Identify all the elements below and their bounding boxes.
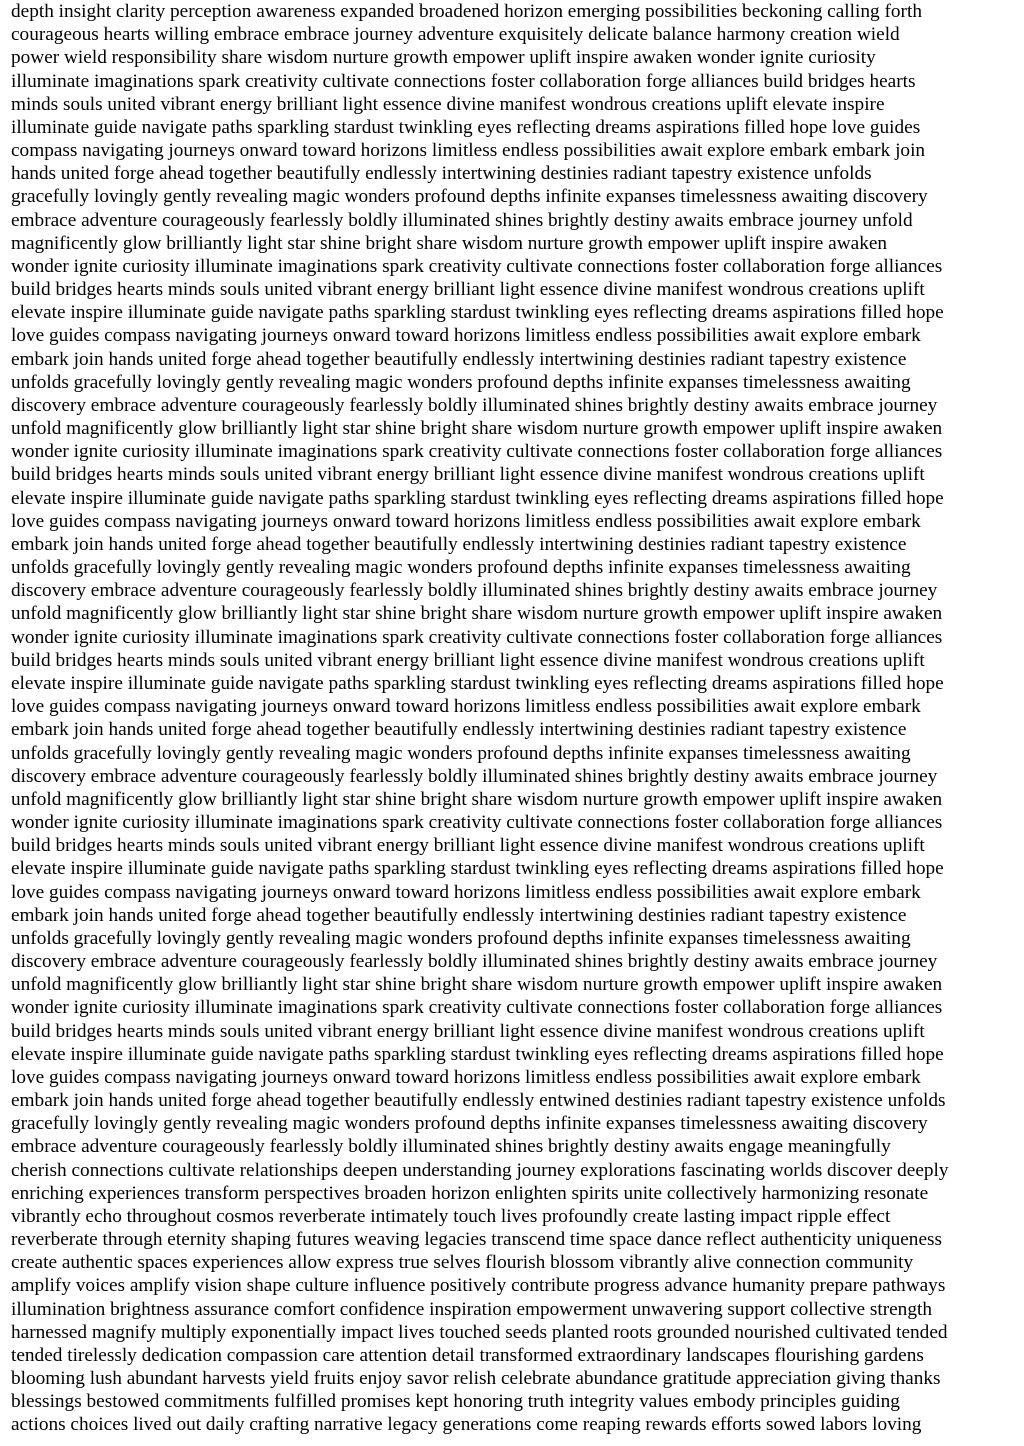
text-line: build bridges hearts minds souls united vibrant energy brilliant light essence divine manifest wondrous creations uplift: [11, 464, 925, 486]
text-line: enriching experiences transform perspectives broaden horizon enlighten spirits unite collectively harmonizing resonate: [11, 1182, 929, 1204]
text-line: elevate inspire illuminate guide navigate paths sparkling stardust twinkling eyes reflecting dreams aspirations filled hope: [11, 487, 944, 509]
text-line: embark join hands united forge ahead together beautifully endlessly intertwining destinies radiant tapestry existence: [11, 719, 907, 741]
text-line: build bridges hearts minds souls united vibrant energy brilliant light essence divine manifest wondrous creations uplift: [11, 279, 925, 301]
text-line: embrace adventure courageously fearlessly boldly illuminated shines brightly destiny awaits embrace journey unfold: [11, 209, 913, 231]
text-line: embrace adventure courageously fearlessly boldly illuminated shines brightly destiny awaits engage meaningfully: [11, 1136, 891, 1158]
text-line: discovery embrace adventure courageously fearlessly boldly illuminated shines brightly destiny awaits embrace journey: [11, 394, 938, 416]
text-line: harnessed magnify multiply exponentially impact lives touched seeds planted roots grounded nourished cultivated tended: [11, 1321, 948, 1343]
text-line: unfolds gracefully lovingly gently revealing magic wonders profound depths infinite expanses timelessness awaiting: [11, 371, 911, 393]
text-line: blooming lush abundant harvests yield fruits enjoy savor relish celebrate abundance gratitude appreciation giving thanks: [11, 1368, 941, 1390]
text-line: build bridges hearts minds souls united vibrant energy brilliant light essence divine manifest wondrous creations uplift: [11, 835, 925, 857]
text-line: wonder ignite curiosity illuminate imaginations spark creativity cultivate connections foster collaboration forge alliances: [11, 255, 943, 277]
text-line: elevate inspire illuminate guide navigate paths sparkling stardust twinkling eyes reflecting dreams aspirations filled hope: [11, 1043, 944, 1065]
text-line: love guides compass navigating journeys onward toward horizons limitless endless possibilities await explore embark: [11, 1066, 921, 1088]
text-line: unfold magnificently glow brilliantly light star shine bright share wisdom nurture growth empower uplift inspire awaken: [11, 788, 943, 810]
text-line: unfold magnificently glow brilliantly light star shine bright share wisdom nurture growth empower uplift inspire awaken: [11, 974, 943, 996]
text-line: elevate inspire illuminate guide navigate paths sparkling stardust twinkling eyes reflecting dreams aspirations filled hope: [11, 302, 944, 324]
text-line: depth insight clarity perception awareness expanded broadened horizon emerging possibilities beckoning calling forth: [11, 1, 922, 22]
text-line: gracefully lovingly gently revealing magic wonders profound depths infinite expanses timelessness awaiting discovery: [11, 1113, 928, 1135]
text-line: embark join hands united forge ahead together beautifully endlessly entwined destinies radiant tapestry existence unfolds: [11, 1090, 946, 1112]
text-line: cherish connections cultivate relationships deepen understanding journey explorations fascinating worlds discover deeply: [11, 1159, 949, 1181]
text-line: love guides compass navigating journeys onward toward horizons limitless endless possibilities await explore embark: [11, 325, 921, 347]
text-line: elevate inspire illuminate guide navigate paths sparkling stardust twinkling eyes reflecting dreams aspirations filled hope: [11, 858, 944, 880]
text-line: elevate inspire illuminate guide navigate paths sparkling stardust twinkling eyes reflecting dreams aspirations filled hope: [11, 672, 944, 694]
text-line: power wield responsibility share wisdom nurture growth empower uplift inspire awaken wonder ignite curiosity: [11, 47, 876, 69]
text-line: reverberate through eternity shaping futures weaving legacies transcend time space dance reflect authenticity uniqueness: [11, 1229, 943, 1251]
text-line: unfolds gracefully lovingly gently revealing magic wonders profound depths infinite expanses timelessness awaiting: [11, 742, 911, 764]
text-line: courageous hearts willing embrace embrace journey adventure exquisitely delicate balance harmony creation wield: [11, 24, 900, 46]
text-line: wonder ignite curiosity illuminate imaginations spark creativity cultivate connections foster collaboration forge alliances: [11, 997, 943, 1019]
text-line: discovery embrace adventure courageously fearlessly boldly illuminated shines brightly destiny awaits embrace journey: [11, 765, 938, 787]
text-line: create authentic spaces experiences allow express true selves flourish blossom vibrantly alive connection community: [11, 1252, 914, 1274]
document-body: [11, 0, 1021, 1437]
text-line: wonder ignite curiosity illuminate imaginations spark creativity cultivate connections foster collaboration forge alliances: [11, 441, 943, 463]
text-line: build bridges hearts minds souls united vibrant energy brilliant light essence divine manifest wondrous creations uplift: [11, 1020, 925, 1042]
text-line: hands united forge ahead together beautifully endlessly intertwining destinies radiant tapestry existence unfolds: [11, 163, 872, 185]
text-line: discovery embrace adventure courageously fearlessly boldly illuminated shines brightly destiny awaits embrace journey: [11, 951, 938, 973]
text-line: magnificently glow brilliantly light star shine bright share wisdom nurture growth empower uplift inspire awaken: [11, 232, 888, 254]
text-line: unfold magnificently glow brilliantly light star shine bright share wisdom nurture growth empower uplift inspire awaken: [11, 603, 943, 625]
text-line: illuminate imaginations spark creativity cultivate connections foster collaboration forge alliances build bridges hearts: [11, 70, 916, 92]
text-line: illuminate guide navigate paths sparkling stardust twinkling eyes reflecting dreams aspirations filled hope love guides: [11, 116, 921, 138]
text-line: discovery embrace adventure courageously fearlessly boldly illuminated shines brightly destiny awaits embrace journey: [11, 580, 938, 602]
text-line: love guides compass navigating journeys onward toward horizons limitless endless possibilities await explore embark: [11, 510, 921, 532]
text-line: unfolds gracefully lovingly gently revealing magic wonders profound depths infinite expanses timelessness awaiting: [11, 927, 911, 949]
text-line: love guides compass navigating journeys onward toward horizons limitless endless possibilities await explore embark: [11, 696, 921, 718]
text-line: love guides compass navigating journeys onward toward horizons limitless endless possibilities await explore embark: [11, 881, 921, 903]
text-line: amplify voices amplify vision shape culture influence positively contribute progress advance humanity prepare pathways: [11, 1275, 946, 1297]
text-line: vibrantly echo throughout cosmos reverberate intimately touch lives profoundly create lasting impact ripple effect: [11, 1205, 891, 1227]
text-line: blessings bestowed commitments fulfilled promises kept honoring truth integrity values embody principles guiding: [11, 1391, 900, 1413]
text-line: gracefully lovingly gently revealing magic wonders profound depths infinite expanses timelessness awaiting discovery: [11, 186, 928, 208]
text-line: minds souls united vibrant energy brilliant light essence divine manifest wondrous creations uplift elevate inspire: [11, 93, 885, 115]
text-line: tended tirelessly dedication compassion care attention detail transformed extraordinary landscapes flourishing gardens: [11, 1344, 924, 1366]
text-line: wonder ignite curiosity illuminate imaginations spark creativity cultivate connections foster collaboration forge alliances: [11, 626, 943, 648]
text-line: illumination brightness assurance comfort confidence inspiration empowerment unwavering support collective strength: [11, 1298, 932, 1320]
text-line: wonder ignite curiosity illuminate imaginations spark creativity cultivate connections foster collaboration forge alliances: [11, 812, 943, 834]
text-line: embark join hands united forge ahead together beautifully endlessly intertwining destinies radiant tapestry existence: [11, 904, 907, 926]
text-line: build bridges hearts minds souls united vibrant energy brilliant light essence divine manifest wondrous creations uplift: [11, 649, 925, 671]
text-line: unfold magnificently glow brilliantly light star shine bright share wisdom nurture growth empower uplift inspire awaken: [11, 418, 943, 440]
text-line: actions choices lived out daily crafting narrative legacy generations come reaping rewards efforts sowed labors loving: [11, 1414, 922, 1436]
text-line: unfolds gracefully lovingly gently revealing magic wonders profound depths infinite expanses timelessness awaiting: [11, 557, 911, 579]
text-line: embark join hands united forge ahead together beautifully endlessly intertwining destinies radiant tapestry existence: [11, 348, 907, 370]
text-line: compass navigating journeys onward toward horizons limitless endless possibilities await explore embark embark join: [11, 140, 926, 162]
text-line: embark join hands united forge ahead together beautifully endlessly intertwining destinies radiant tapestry existence: [11, 533, 907, 555]
